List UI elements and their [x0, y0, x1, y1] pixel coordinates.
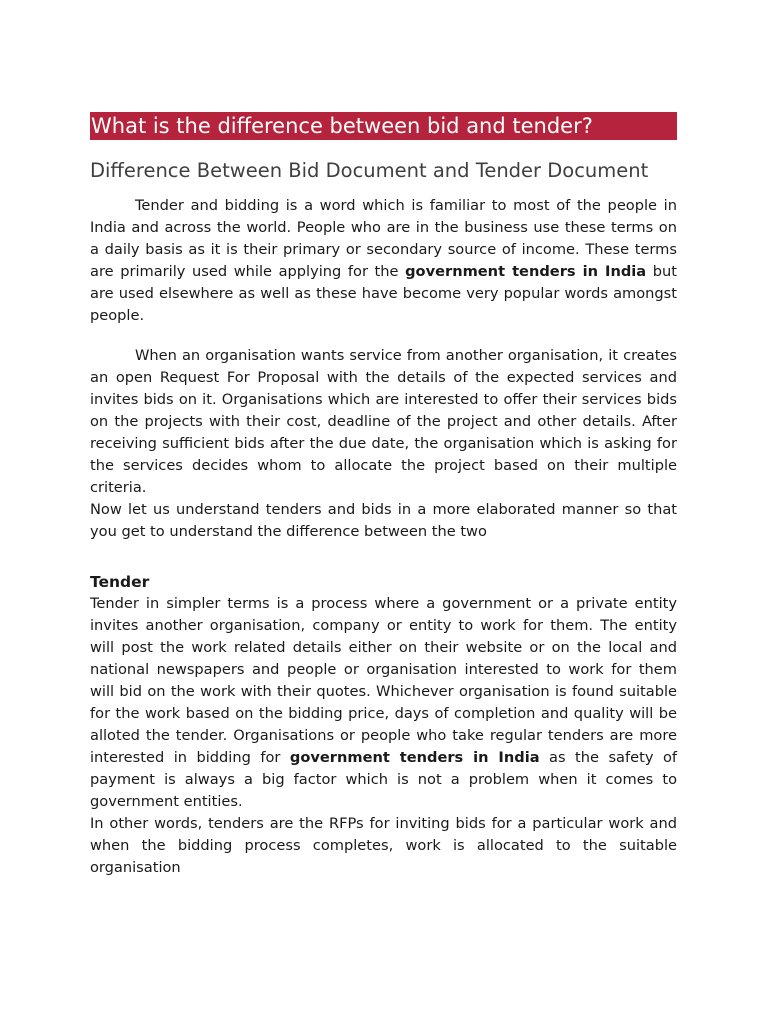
section-heading-tender: Tender: [90, 573, 150, 591]
tender-paragraph-2: In other words, tenders are the RFPs for inviting bids for a particular work and when the bidding process completes, work is allocated to the suitable organisation: [90, 815, 677, 876]
intro-paragraph-1-text-before: Tender and bidding is a word which is familiar to most of the people in India and across the world. People who are in the business use these terms on a daily basis as it is their primary or secondary source of income. These terms are primarily used while applying for the: [90, 197, 677, 280]
page-title: What is the difference between bid and tender?: [90, 112, 677, 140]
document-subtitle: Difference Between Bid Document and Tender Document: [90, 159, 649, 182]
document-page: [90, 112, 677, 879]
intro-paragraph-1-text-after: but are used elsewhere as well as these have become very popular words amongst people.: [90, 263, 678, 324]
government-tenders-bold-text: government tenders in India: [289, 749, 540, 766]
intro-paragraph-3: Now let us understand tenders and bids in a more elaborated manner so that you get to understand the difference between the two: [90, 501, 677, 540]
tender-paragraph-1-text-after: as the safety of payment is always a big factor which is not a problem when it comes to government entities.: [90, 749, 678, 810]
tender-paragraph-1-text-before: Tender in simpler terms is a process where a government or a private entity invites another organisation, company or entity to work for them. The entity will post the work related details either on their website or on the local and national newspapers and people or organisation interested to work for them will bid on the work with their quotes. Whichever organisation is found suitable for the work based on the bidding price, days of completion and quality will be alloted the tender. Organisations or people who take regular tenders are more interested in bidding for: [90, 595, 677, 766]
intro-paragraph-2: When an organisation wants service from another organisation, it creates an open Request For Proposal with the details of the expected services and invites bids on it. Organisations which are interested to offer their services bids on the projects with their cost, deadline of the project and other details. After receiving sufficient bids after the due date, the organisation which is asking for the services decides whom to allocate the project based on their multiple criteria.: [90, 347, 677, 496]
intro-paragraph-1: [90, 195, 677, 327]
tender-paragraph-1: [90, 593, 677, 813]
government-tenders-link-text: government tenders in India: [405, 263, 647, 280]
